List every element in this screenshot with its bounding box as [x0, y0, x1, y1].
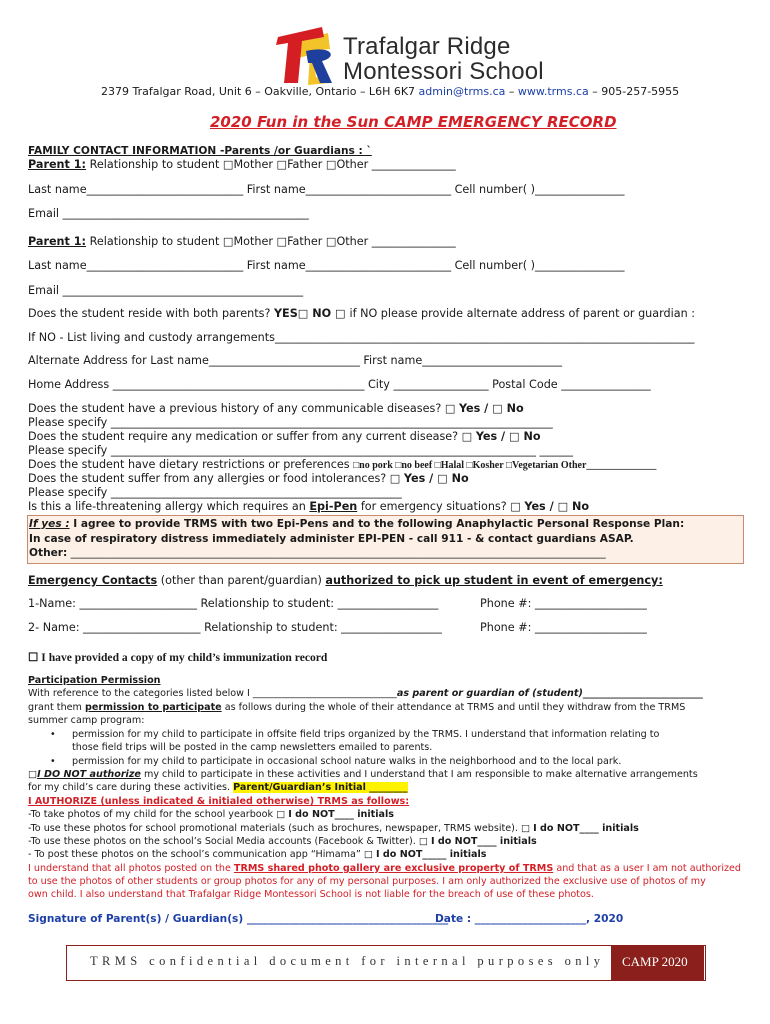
guardian-initial-field[interactable]: Parent/Guardian’s Initial ________ — [233, 782, 408, 793]
gallery-notice-1 — [28, 863, 741, 874]
perm-l1b: as parent or guardian of (student)_________________________ — [396, 688, 703, 699]
not-authorize-line-2[interactable] — [28, 782, 408, 793]
alternate-address[interactable]: Alternate Address for Last name___________________________ First name_________________________ — [28, 354, 563, 367]
health-q2[interactable] — [28, 430, 541, 443]
custody-arrangements[interactable]: If NO - List living and custody arrangements___________________________________________________________________________ — [28, 331, 695, 344]
t4a: - To post these photos on the school’s communication app “Himama” □ — [28, 849, 376, 860]
epi-other[interactable] — [29, 547, 606, 559]
emergency-heading-b: (other than parent/guardian) — [157, 574, 326, 587]
permission-bullet-1b: those field trips will be posted in the camp newsletters emailed to parents. — [72, 742, 433, 753]
epi-line-1 — [29, 518, 684, 530]
na2a: for my child’s care during these activities. — [28, 782, 234, 793]
health-q5-yn[interactable]: Yes / □ No — [524, 500, 590, 513]
parent1-names[interactable]: Last name____________________________ First name__________________________ Cell number( )________________ — [28, 183, 625, 196]
health-q5-a: Is this a life-threatening allergy which requires an — [28, 500, 310, 513]
health-q5[interactable] — [28, 500, 589, 513]
address-prefix: 2379 Trafalgar Road, Unit 6 – Oakville, Ontario – L6H 6K7 — [101, 85, 419, 98]
not-authorize-line[interactable] — [28, 769, 698, 780]
r1c: and that as a user I am not authorized — [553, 863, 742, 874]
parent1-email[interactable]: Email ____________________________________________ — [28, 207, 309, 220]
reside-yes[interactable]: YES□ — [273, 307, 309, 320]
health-q1-text: Does the student have a previous history of any communicable diseases? □ — [28, 402, 459, 415]
address-line — [101, 85, 679, 98]
parent2-relationship[interactable]: Relationship to student □Mother □Father □Other _______________ — [89, 235, 456, 248]
health-q4[interactable] — [28, 472, 469, 485]
page-title: 2020 Fun in the Sun CAMP EMERGENCY RECORD — [210, 113, 617, 131]
t3b[interactable]: I do NOT____ initials — [430, 836, 537, 847]
health-q3[interactable] — [28, 458, 656, 471]
parent2-relationship-row — [28, 235, 456, 248]
emergency-contact-2-phone[interactable]: Phone #: ____________________ — [480, 621, 647, 634]
photo-consent-2[interactable] — [28, 823, 639, 834]
photo-consent-4[interactable] — [28, 849, 487, 860]
parent1-relationship[interactable]: Relationship to student □Mother □Father □Other _______________ — [89, 158, 456, 171]
health-q2-text: Does the student require any medication or suffer from any current disease? □ — [28, 430, 476, 443]
reside-no[interactable]: NO □ — [308, 307, 350, 320]
health-s1[interactable]: Please specify _______________________________________________________________________________ — [28, 416, 553, 429]
perm-l1a: With reference to the categories listed below I ______________________________ — [28, 688, 397, 699]
permission-line-1[interactable] — [28, 688, 703, 699]
family-heading: FAMILY CONTACT INFORMATION -Parents /or Guardians : ` — [28, 145, 372, 157]
parent2-names[interactable]: Last name____________________________ First name__________________________ Cell number( )________________ — [28, 259, 625, 272]
not-authorize-text: my child to participate in these activities and I understand that I am responsible to make alternative arrangements — [140, 769, 698, 780]
bullet-2: • — [50, 756, 56, 767]
immunization-checkbox[interactable]: ☐ I have provided a copy of my child’s immunization record — [28, 651, 328, 664]
health-q1[interactable] — [28, 402, 524, 415]
health-q3-text: Does the student have dietary restrictions or preferences — [28, 458, 354, 471]
address-sep: – — [505, 85, 518, 98]
permission-line-2 — [28, 702, 685, 713]
health-q4-yn[interactable]: Yes / □ No — [403, 472, 469, 485]
dietary-options[interactable]: □no pork □no beef □Halal □Kosher □Vegetarian Other______________ — [353, 460, 657, 471]
emergency-heading-a: Emergency Contacts — [28, 574, 158, 587]
reside-q-b: if NO please provide alternate address of parent or guardian : — [349, 307, 696, 320]
signature-field[interactable]: Signature of Parent(s) / Guardian(s) ______________________________________ — [28, 913, 449, 925]
permission-bullet-1a: permission for my child to participate in offsite field trips organized by the TRMS. I understand that information relating to — [72, 729, 660, 740]
home-address[interactable]: Home Address _____________________________________________ City _________________ Postal Code ________________ — [28, 378, 651, 391]
parent2-label: Parent 1: — [28, 235, 87, 248]
health-s4[interactable]: Please specify ____________________________________________________ — [28, 486, 402, 499]
emergency-contact-1-phone[interactable]: Phone #: ____________________ — [480, 597, 647, 610]
emergency-contact-1[interactable]: 1-Name: _____________________ Relationship to student: __________________ — [28, 597, 439, 610]
emergency-heading-c: authorized to pick up student in event of emergency: — [325, 574, 663, 587]
not-authorize-checkbox[interactable]: □ — [28, 769, 38, 780]
reside-question[interactable] — [28, 307, 695, 320]
health-q5-b: for emergency situations? □ — [357, 500, 525, 513]
r1a: I understand that all photos posted on the — [28, 863, 234, 874]
epi-pen-term: Epi-Pen — [309, 500, 358, 513]
emergency-heading — [28, 574, 663, 587]
logo-line-2: Montessori School — [343, 58, 544, 85]
t2b[interactable]: I do NOT____ initials — [533, 823, 639, 834]
health-q2-yn[interactable]: Yes / □ No — [475, 430, 541, 443]
footer-badge-text: CAMP 2020 — [622, 954, 688, 969]
emergency-contact-2[interactable]: 2- Name: _____________________ Relationship to student: __________________ — [28, 621, 442, 634]
parent1-relationship-row — [28, 158, 456, 171]
permission-line-3: summer camp program: — [28, 715, 145, 726]
gallery-notice-2: to use the photos of other students or group photos for any of my personal purposes. I am only authorized the exclusive use of photos of my — [28, 876, 706, 887]
perm-l2c: as follows during the whole of their attendance at TRMS and until they withdraw from the TRMS — [221, 702, 686, 713]
epi-line-2: In case of respiratory distress immediately administer EPI-PEN - call 911 - & contact guardians ASAP. — [29, 533, 634, 545]
authorize-heading: I AUTHORIZE (unless indicated & initialed otherwise) TRMS as follows: — [28, 796, 410, 807]
photo-consent-3[interactable] — [28, 836, 537, 847]
if-yes-label: If yes : — [29, 518, 70, 530]
bullet-1: • — [50, 729, 56, 740]
t4b[interactable]: I do NOT_____ initials — [375, 849, 487, 860]
parent1-label: Parent 1: — [28, 158, 87, 171]
t3a: -To use these photos on the school’s Social Media accounts (Facebook & Twitter). □ — [28, 836, 431, 847]
address-suffix: – 905-257-5955 — [588, 85, 680, 98]
website-link[interactable]: www.trms.ca — [517, 85, 589, 98]
footer-text: TRMS confidential document for internal purposes only — [90, 954, 605, 968]
photo-consent-1[interactable] — [28, 809, 394, 820]
school-logo-icon — [272, 27, 340, 89]
perm-l2b: permission to participate — [84, 702, 222, 713]
t1a: -To take photos of my child for the school yearbook □ — [28, 809, 289, 820]
permission-bullet-2: permission for my child to participate in occasional school nature walks in the neighborhood and to the local park. — [72, 756, 622, 767]
not-authorize-label: I DO NOT authorize — [37, 769, 141, 780]
email-link[interactable]: admin@trms.ca — [418, 85, 506, 98]
logo-line-1: Trafalgar Ridge — [343, 33, 511, 60]
epi-plan-text: I agree to provide TRMS with two Epi-Pens and to the following Anaphylactic Personal Response Plan: — [69, 518, 685, 530]
reside-q-a: Does the student reside with both parents? — [28, 307, 274, 320]
parent2-email[interactable]: Email ___________________________________________ — [28, 284, 304, 297]
epi-other-line[interactable]: _____________________________________________________________________________________________________ — [67, 547, 606, 559]
gallery-notice-3: own child. I also understand that Trafalgar Ridge Montessori School is not liable for the breach of use of these photos. — [28, 889, 594, 900]
health-q4-text: Does the student suffer from any allergies or food intolerances? □ — [28, 472, 404, 485]
epi-other-label: Other: — [29, 547, 68, 559]
t1b[interactable]: I do NOT____ initials — [288, 809, 394, 820]
health-q1-yn[interactable]: Yes / □ No — [458, 402, 524, 415]
perm-l2a: grant them — [28, 702, 85, 713]
permission-heading: Participation Permission — [28, 675, 161, 686]
date-field[interactable]: Date : _____________________, 2020 — [435, 913, 624, 925]
health-s2[interactable]: Please specify ____________________________________________________________________________ ______ — [28, 444, 574, 457]
r1b: TRMS shared photo gallery are exclusive property of TRMS — [233, 863, 554, 874]
t2a: -To use these photos for school promotional materials (such as brochures, newspaper, TRMS website). □ — [28, 823, 534, 834]
